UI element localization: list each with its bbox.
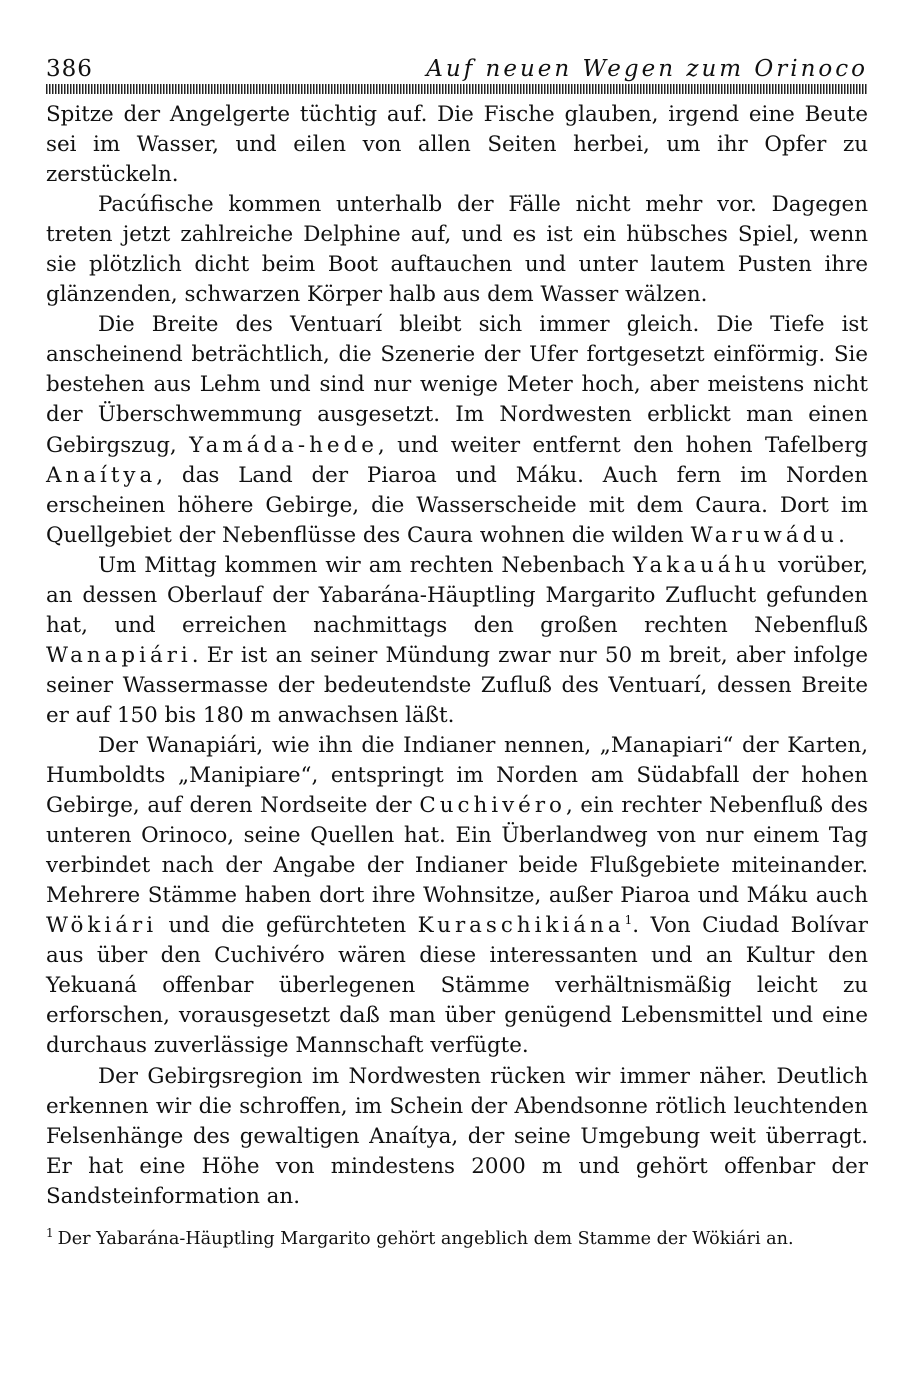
paragraph-5-text-c: und die gefürchteten [168,913,407,939]
footnote-mark: 1 [46,1225,54,1240]
paragraph-1: Spitze der Angelgerte tüchtig auf. Die Fische glauben, irgend eine Beute sei im Wasser, und eilen von allen Seiten herbei, um ihr Opfer zu zerstückeln. [46,102,868,188]
footnote-reference[interactable]: 1 [624,913,633,928]
river-name-cuchivero: Cuchivéro [419,793,566,819]
river-name-wanapiari: Wanapiári [46,642,192,668]
paragraph-3 [46,310,868,550]
paragraph-5-text-b: , ein rechter Nebenfluß des unteren Orinoco, seine Quellen hat. Ein Überlandweg von nur einem Tag verbindet nach der Angabe der Indianer beide Flußgebiete miteinander. Mehrere Stämme haben dort ihre Wohnsitze, außer Piaroa und Máku auch [46,793,869,909]
running-title: Auf neuen Wegen zum Orinoco [426,56,868,82]
tribe-name-waruwadu: Waruwádu [690,522,839,548]
place-name-yamada-hede: Yamáda-hede [189,432,378,458]
paragraph-3-text-c: , das Land der Piaroa und Máku. Auch fern im Norden erscheinen höhere Gebirge, die Wasserscheide mit dem Caura. Dort im Quellgebiet der Nebenflüsse des Caura wohnen die wilden [46,462,868,548]
paragraph-5-text-d: . Von Ciudad Bolívar aus über den Cuchivéro wären diese interessanten und an Kultur den Yekuaná offenbar überlegenen Stämme verhältnismäßig leicht zu erforschen, vorausgesetzt daß man über genügend Lebensmittel und eine durchaus zuverlässige Mannschaft verfügte. [46,913,868,1059]
place-name-anaitya: Anaítya [46,462,157,488]
footnote-text: Der Yabarána-Häuptling Margarito gehört angeblich dem Stamme der Wökiári an. [57,1228,794,1249]
paragraph-6: Der Gebirgsregion im Nordwesten rücken wir immer näher. Deutlich erkennen wir die schroffen, im Schein der Abendsonne rötlich leuchtenden Felsenhänge des gewaltigen Anaítya, der seine Umgebung weit überragt. Er hat eine Höhe von mindestens 2000 m und gehört offenbar der Sandsteinformation an. [46,1063,868,1209]
tribe-name-kuraschikiana: Kuraschikiána [417,913,625,939]
tribe-name-wokiari: Wökiári [46,913,158,939]
page-number: 386 [46,56,93,82]
paragraph-3-text-d: . [838,522,845,548]
body-text [46,100,868,1212]
paragraph-5 [46,731,868,1062]
paragraph-4-text-c: . Er ist an seiner Mündung zwar nur 50 m breit, aber infolge seiner Wassermasse der bedeutendste Zufluß des Ventuarí, dessen Breite er auf 150 bis 180 m anwachsen läßt. [46,642,868,728]
book-page [46,52,868,1252]
footnote [46,1226,868,1252]
paragraph-2: Pacúfische kommen unterhalb der Fälle nicht mehr vor. Dagegen treten jetzt zahlreiche Delphine auf, und es ist ein hübsches Spiel, wenn sie plötzlich dicht beim Boot auftauchen und unter lautem Pusten ihre glänzenden, schwarzen Körper halb aus dem Wasser wälzen. [46,192,868,308]
paragraph-3-text-b: , und weiter entfernt den hohen Tafelberg [377,432,868,458]
paragraph-4-text-b: vorüber, an dessen Oberlauf der Yabarána-Häuptling Margarito Zuflucht gefunden hat, und erreichen nachmittags den großen rechten Nebenfluß [46,552,869,638]
paragraph-4-text-a: Um Mittag kommen wir am rechten Nebenbach [98,552,626,578]
river-name-yakauahu: Yakauáhu [633,552,771,578]
paragraph-3-text-a: Die Breite des Ventuarí bleibt sich immer gleich. Die Tiefe ist anscheinend beträchtlich, die Szenerie der Ufer fortgesetzt einförmig. Sie bestehen aus Lehm und sind nur wenige Meter hoch, aber meistens nicht der Überschwemmung ausgesetzt. Im Nordwesten erblickt man einen Gebirgszug, [46,312,868,458]
paragraph-5-text-a: Der Wanapiári, wie ihn die Indianer nennen, „Manapiari“ der Karten, Humboldts „Manipiare“, entspringt im Norden am Südabfall der hohen Gebirge, auf deren Nordseite der [46,732,868,819]
running-head [46,52,868,86]
paragraph-4 [46,551,868,731]
